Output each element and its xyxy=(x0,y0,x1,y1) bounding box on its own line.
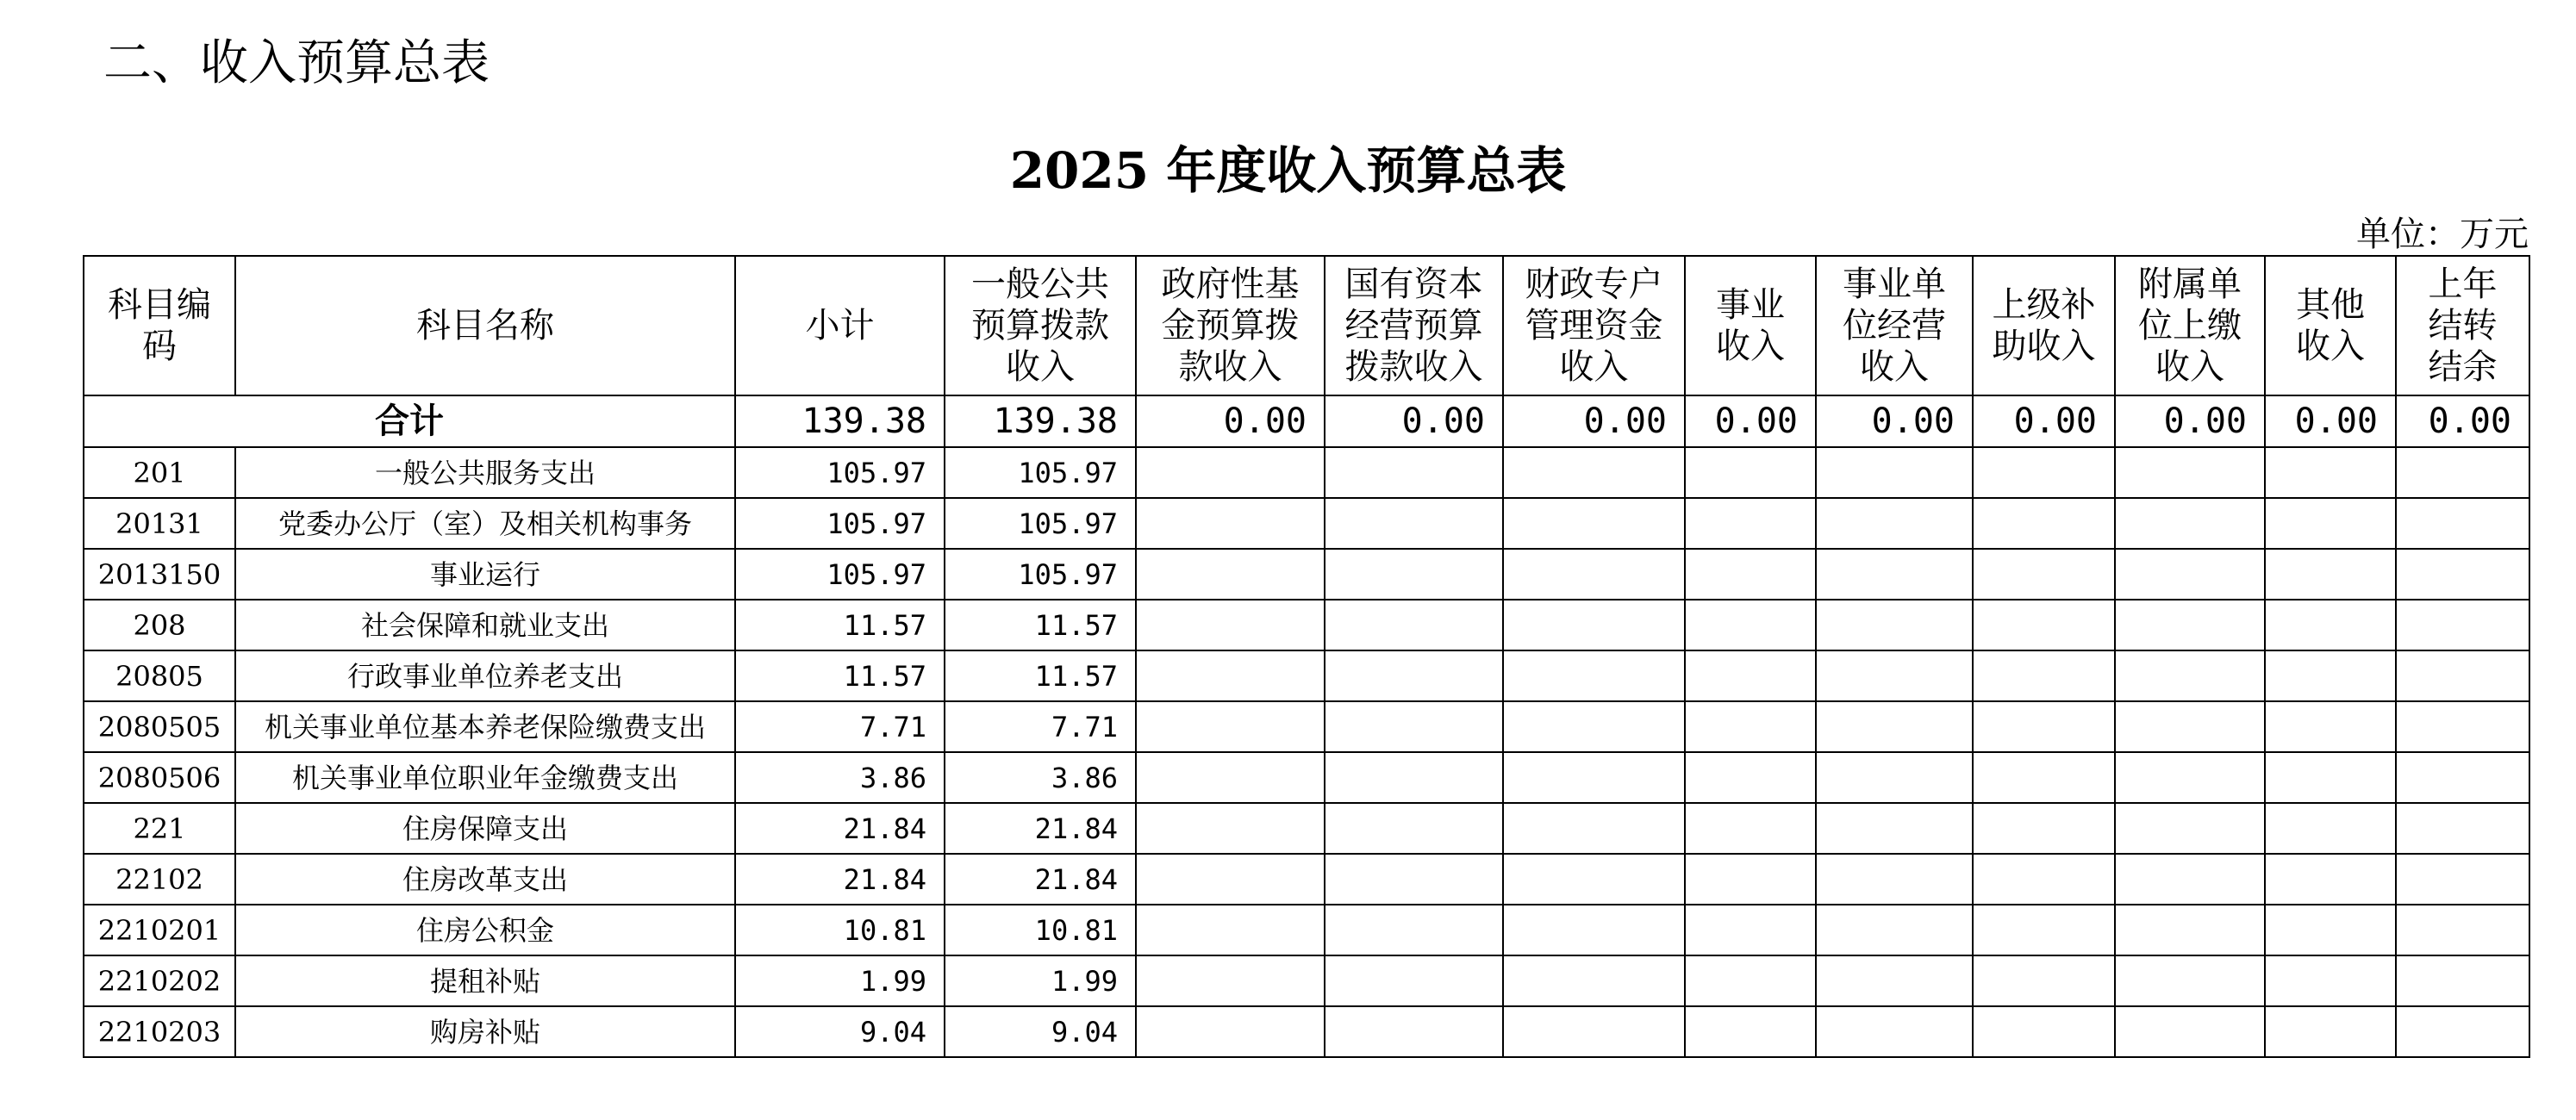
column-header-line: 位上缴 xyxy=(2138,306,2242,345)
empty-cell xyxy=(2265,701,2396,752)
empty-cell xyxy=(1503,600,1685,650)
total-value-cell: 0.00 xyxy=(2265,395,2396,447)
general-budget-cell: 21.84 xyxy=(945,854,1136,905)
column-header-line: 收入 xyxy=(1860,347,1929,387)
subject-name-cell: 行政事业单位养老支出 xyxy=(235,650,735,701)
total-value-cell: 0.00 xyxy=(1816,395,1973,447)
table-row xyxy=(84,650,2529,701)
empty-cell xyxy=(2396,498,2529,549)
empty-cell xyxy=(2115,955,2265,1006)
total-value-cell: 0.00 xyxy=(2115,395,2265,447)
empty-cell xyxy=(1136,803,1325,854)
empty-cell xyxy=(2115,905,2265,955)
empty-cell xyxy=(2396,905,2529,955)
column-header xyxy=(1816,256,1973,395)
empty-cell xyxy=(1503,854,1685,905)
table-row xyxy=(84,701,2529,752)
total-value-cell: 0.00 xyxy=(1685,395,1816,447)
general-budget-cell: 7.71 xyxy=(945,701,1136,752)
column-header-line: 科目编 xyxy=(108,285,211,325)
empty-cell xyxy=(1325,650,1503,701)
empty-cell xyxy=(1816,650,1973,701)
column-header-line: 财政专户 xyxy=(1525,264,1663,304)
empty-cell xyxy=(1685,803,1816,854)
empty-cell xyxy=(1325,447,1503,498)
column-header-line: 金预算拨 xyxy=(1161,306,1300,345)
empty-cell xyxy=(1136,447,1325,498)
subtotal-cell: 7.71 xyxy=(735,701,945,752)
column-header xyxy=(2265,256,2396,395)
subject-code-cell: 2210203 xyxy=(84,1006,235,1057)
table-row xyxy=(84,600,2529,650)
total-value-cell: 139.38 xyxy=(945,395,1136,447)
subject-name-cell: 购房补贴 xyxy=(235,1006,735,1057)
empty-cell xyxy=(1325,905,1503,955)
subtotal-cell: 105.97 xyxy=(735,549,945,600)
column-header-line: 管理资金 xyxy=(1525,306,1663,345)
subject-code-cell: 20131 xyxy=(84,498,235,549)
column-header-line: 结余 xyxy=(2428,347,2498,387)
empty-cell xyxy=(1816,1006,1973,1057)
column-header-line: 小计 xyxy=(805,306,875,345)
empty-cell xyxy=(2265,447,2396,498)
empty-cell xyxy=(1816,752,1973,803)
empty-cell xyxy=(1325,498,1503,549)
column-header-line: 收入 xyxy=(1006,347,1075,387)
empty-cell xyxy=(1973,905,2115,955)
empty-cell xyxy=(1685,600,1816,650)
subject-name-cell: 机关事业单位职业年金缴费支出 xyxy=(235,752,735,803)
empty-cell xyxy=(2396,600,2529,650)
subtotal-cell: 105.97 xyxy=(735,498,945,549)
empty-cell xyxy=(1136,854,1325,905)
empty-cell xyxy=(1325,701,1503,752)
empty-cell xyxy=(2115,701,2265,752)
column-header-line: 经营预算 xyxy=(1344,306,1483,345)
empty-cell xyxy=(1136,600,1325,650)
empty-cell xyxy=(1503,1006,1685,1057)
total-row xyxy=(84,395,2529,447)
column-header xyxy=(1685,256,1816,395)
column-header-line: 款收入 xyxy=(1178,347,1282,387)
empty-cell xyxy=(1503,701,1685,752)
general-budget-cell: 10.81 xyxy=(945,905,1136,955)
general-budget-cell: 21.84 xyxy=(945,803,1136,854)
empty-cell xyxy=(2115,1006,2265,1057)
empty-cell xyxy=(2115,752,2265,803)
total-value-cell: 0.00 xyxy=(2396,395,2529,447)
empty-cell xyxy=(1973,549,2115,600)
empty-cell xyxy=(2396,1006,2529,1057)
general-budget-cell: 105.97 xyxy=(945,498,1136,549)
column-header-line: 上级补 xyxy=(1992,285,2096,325)
empty-cell xyxy=(2115,498,2265,549)
empty-cell xyxy=(1136,752,1325,803)
column-header-line: 政府性基 xyxy=(1161,264,1300,304)
empty-cell xyxy=(1325,1006,1503,1057)
empty-cell xyxy=(1136,650,1325,701)
total-value-cell: 139.38 xyxy=(735,395,945,447)
section-heading: 二、收入预算总表 xyxy=(103,35,490,91)
column-header-line: 收入 xyxy=(1716,327,1785,366)
empty-cell xyxy=(2115,600,2265,650)
empty-cell xyxy=(1503,498,1685,549)
empty-cell xyxy=(2115,650,2265,701)
empty-cell xyxy=(1136,1006,1325,1057)
empty-cell xyxy=(1816,549,1973,600)
subject-code-cell: 2080506 xyxy=(84,752,235,803)
revenue-budget-table xyxy=(83,255,2530,1058)
empty-cell xyxy=(1973,752,2115,803)
empty-cell xyxy=(1973,955,2115,1006)
column-header-line: 事业 xyxy=(1716,285,1785,325)
table-header-row xyxy=(84,256,2529,395)
subject-name-cell: 党委办公厅（室）及相关机构事务 xyxy=(235,498,735,549)
empty-cell xyxy=(1325,854,1503,905)
empty-cell xyxy=(1816,701,1973,752)
subtotal-cell: 9.04 xyxy=(735,1006,945,1057)
subject-code-cell: 2210201 xyxy=(84,905,235,955)
total-value-cell: 0.00 xyxy=(1136,395,1325,447)
empty-cell xyxy=(1816,498,1973,549)
column-header-line: 附属单 xyxy=(2138,264,2242,304)
total-value-cell: 0.00 xyxy=(1503,395,1685,447)
empty-cell xyxy=(1325,752,1503,803)
table-row xyxy=(84,905,2529,955)
general-budget-cell: 11.57 xyxy=(945,600,1136,650)
empty-cell xyxy=(1685,701,1816,752)
column-header-line: 其他 xyxy=(2296,285,2365,325)
subtotal-cell: 3.86 xyxy=(735,752,945,803)
subject-code-cell: 208 xyxy=(84,600,235,650)
empty-cell xyxy=(2265,1006,2396,1057)
subtotal-cell: 1.99 xyxy=(735,955,945,1006)
column-header xyxy=(945,256,1136,395)
empty-cell xyxy=(2396,854,2529,905)
column-header-line: 收入 xyxy=(2155,347,2224,387)
column-header xyxy=(2115,256,2265,395)
table-row xyxy=(84,854,2529,905)
empty-cell xyxy=(1325,955,1503,1006)
column-header-line: 助收入 xyxy=(1992,327,2096,366)
empty-cell xyxy=(2265,905,2396,955)
empty-cell xyxy=(1685,854,1816,905)
empty-cell xyxy=(1325,600,1503,650)
empty-cell xyxy=(2115,803,2265,854)
empty-cell xyxy=(1685,905,1816,955)
general-budget-cell: 9.04 xyxy=(945,1006,1136,1057)
subject-code-cell: 221 xyxy=(84,803,235,854)
empty-cell xyxy=(1816,803,1973,854)
table-row xyxy=(84,1006,2529,1057)
empty-cell xyxy=(1136,549,1325,600)
subject-name-cell: 住房保障支出 xyxy=(235,803,735,854)
column-header xyxy=(235,256,735,395)
empty-cell xyxy=(1973,1006,2115,1057)
table-row xyxy=(84,549,2529,600)
subject-code-cell: 201 xyxy=(84,447,235,498)
empty-cell xyxy=(1816,600,1973,650)
subject-name-cell: 社会保障和就业支出 xyxy=(235,600,735,650)
subject-name-cell: 事业运行 xyxy=(235,549,735,600)
empty-cell xyxy=(1973,498,2115,549)
empty-cell xyxy=(1685,752,1816,803)
subtotal-cell: 105.97 xyxy=(735,447,945,498)
empty-cell xyxy=(2396,701,2529,752)
empty-cell xyxy=(1973,803,2115,854)
general-budget-cell: 1.99 xyxy=(945,955,1136,1006)
empty-cell xyxy=(1685,650,1816,701)
empty-cell xyxy=(2115,447,2265,498)
column-header-line: 拨款收入 xyxy=(1344,347,1483,387)
empty-cell xyxy=(2396,955,2529,1006)
subject-name-cell: 提租补贴 xyxy=(235,955,735,1006)
empty-cell xyxy=(2396,803,2529,854)
subject-name-cell: 住房改革支出 xyxy=(235,854,735,905)
empty-cell xyxy=(1685,447,1816,498)
subtotal-cell: 11.57 xyxy=(735,650,945,701)
column-header-line: 码 xyxy=(142,327,177,366)
total-label: 合计 xyxy=(84,395,735,447)
subtotal-cell: 11.57 xyxy=(735,600,945,650)
subject-code-cell: 22102 xyxy=(84,854,235,905)
empty-cell xyxy=(1325,803,1503,854)
empty-cell xyxy=(2265,955,2396,1006)
empty-cell xyxy=(1503,955,1685,1006)
subject-code-cell: 2210202 xyxy=(84,955,235,1006)
empty-cell xyxy=(1685,549,1816,600)
column-header xyxy=(2396,256,2529,395)
empty-cell xyxy=(1816,854,1973,905)
empty-cell xyxy=(1973,600,2115,650)
empty-cell xyxy=(2396,549,2529,600)
empty-cell xyxy=(1816,905,1973,955)
empty-cell xyxy=(2396,447,2529,498)
empty-cell xyxy=(1685,955,1816,1006)
empty-cell xyxy=(1503,650,1685,701)
empty-cell xyxy=(2396,752,2529,803)
empty-cell xyxy=(2265,752,2396,803)
empty-cell xyxy=(1503,447,1685,498)
empty-cell xyxy=(2265,600,2396,650)
subject-name-cell: 一般公共服务支出 xyxy=(235,447,735,498)
subject-code-cell: 20805 xyxy=(84,650,235,701)
general-budget-cell: 3.86 xyxy=(945,752,1136,803)
empty-cell xyxy=(1973,447,2115,498)
empty-cell xyxy=(1816,955,1973,1006)
empty-cell xyxy=(2265,854,2396,905)
empty-cell xyxy=(2265,803,2396,854)
table-row xyxy=(84,803,2529,854)
column-header-line: 科目名称 xyxy=(416,306,554,345)
column-header xyxy=(84,256,235,395)
subtotal-cell: 10.81 xyxy=(735,905,945,955)
column-header xyxy=(1136,256,1325,395)
table-row xyxy=(84,955,2529,1006)
empty-cell xyxy=(1503,549,1685,600)
empty-cell xyxy=(1136,955,1325,1006)
column-header-line: 结转 xyxy=(2428,306,2498,345)
empty-cell xyxy=(1685,498,1816,549)
empty-cell xyxy=(1973,650,2115,701)
subject-code-cell: 2080505 xyxy=(84,701,235,752)
table-row xyxy=(84,447,2529,498)
subtotal-cell: 21.84 xyxy=(735,854,945,905)
empty-cell xyxy=(1816,447,1973,498)
empty-cell xyxy=(1503,905,1685,955)
empty-cell xyxy=(1136,498,1325,549)
column-header-line: 收入 xyxy=(2296,327,2365,366)
general-budget-cell: 105.97 xyxy=(945,549,1136,600)
subject-name-cell: 机关事业单位基本养老保险缴费支出 xyxy=(235,701,735,752)
column-header xyxy=(735,256,945,395)
column-header xyxy=(1973,256,2115,395)
subtotal-cell: 21.84 xyxy=(735,803,945,854)
empty-cell xyxy=(1685,1006,1816,1057)
total-value-cell: 0.00 xyxy=(1973,395,2115,447)
column-header-line: 事业单 xyxy=(1843,264,1946,304)
empty-cell xyxy=(1503,752,1685,803)
column-header-line: 一般公共 xyxy=(971,264,1109,304)
table-row xyxy=(84,498,2529,549)
column-header-line: 位经营 xyxy=(1843,306,1946,345)
empty-cell xyxy=(1503,803,1685,854)
total-value-cell: 0.00 xyxy=(1325,395,1503,447)
empty-cell xyxy=(2115,549,2265,600)
empty-cell xyxy=(1136,905,1325,955)
table-title: 2025 年度收入预算总表 xyxy=(1009,141,1567,200)
empty-cell xyxy=(1973,701,2115,752)
empty-cell xyxy=(1973,854,2115,905)
unit-label: 单位：万元 xyxy=(2356,215,2529,254)
empty-cell xyxy=(2265,549,2396,600)
empty-cell xyxy=(2265,498,2396,549)
empty-cell xyxy=(2265,650,2396,701)
column-header-line: 国有资本 xyxy=(1344,264,1483,304)
column-header-line: 预算拨款 xyxy=(971,306,1109,345)
column-header xyxy=(1325,256,1503,395)
general-budget-cell: 105.97 xyxy=(945,447,1136,498)
empty-cell xyxy=(1325,549,1503,600)
empty-cell xyxy=(1136,701,1325,752)
subject-name-cell: 住房公积金 xyxy=(235,905,735,955)
column-header-line: 收入 xyxy=(1559,347,1629,387)
subject-code-cell: 2013150 xyxy=(84,549,235,600)
column-header-line: 上年 xyxy=(2428,264,2498,304)
empty-cell xyxy=(2115,854,2265,905)
empty-cell xyxy=(2396,650,2529,701)
general-budget-cell: 11.57 xyxy=(945,650,1136,701)
table-row xyxy=(84,752,2529,803)
column-header xyxy=(1503,256,1685,395)
